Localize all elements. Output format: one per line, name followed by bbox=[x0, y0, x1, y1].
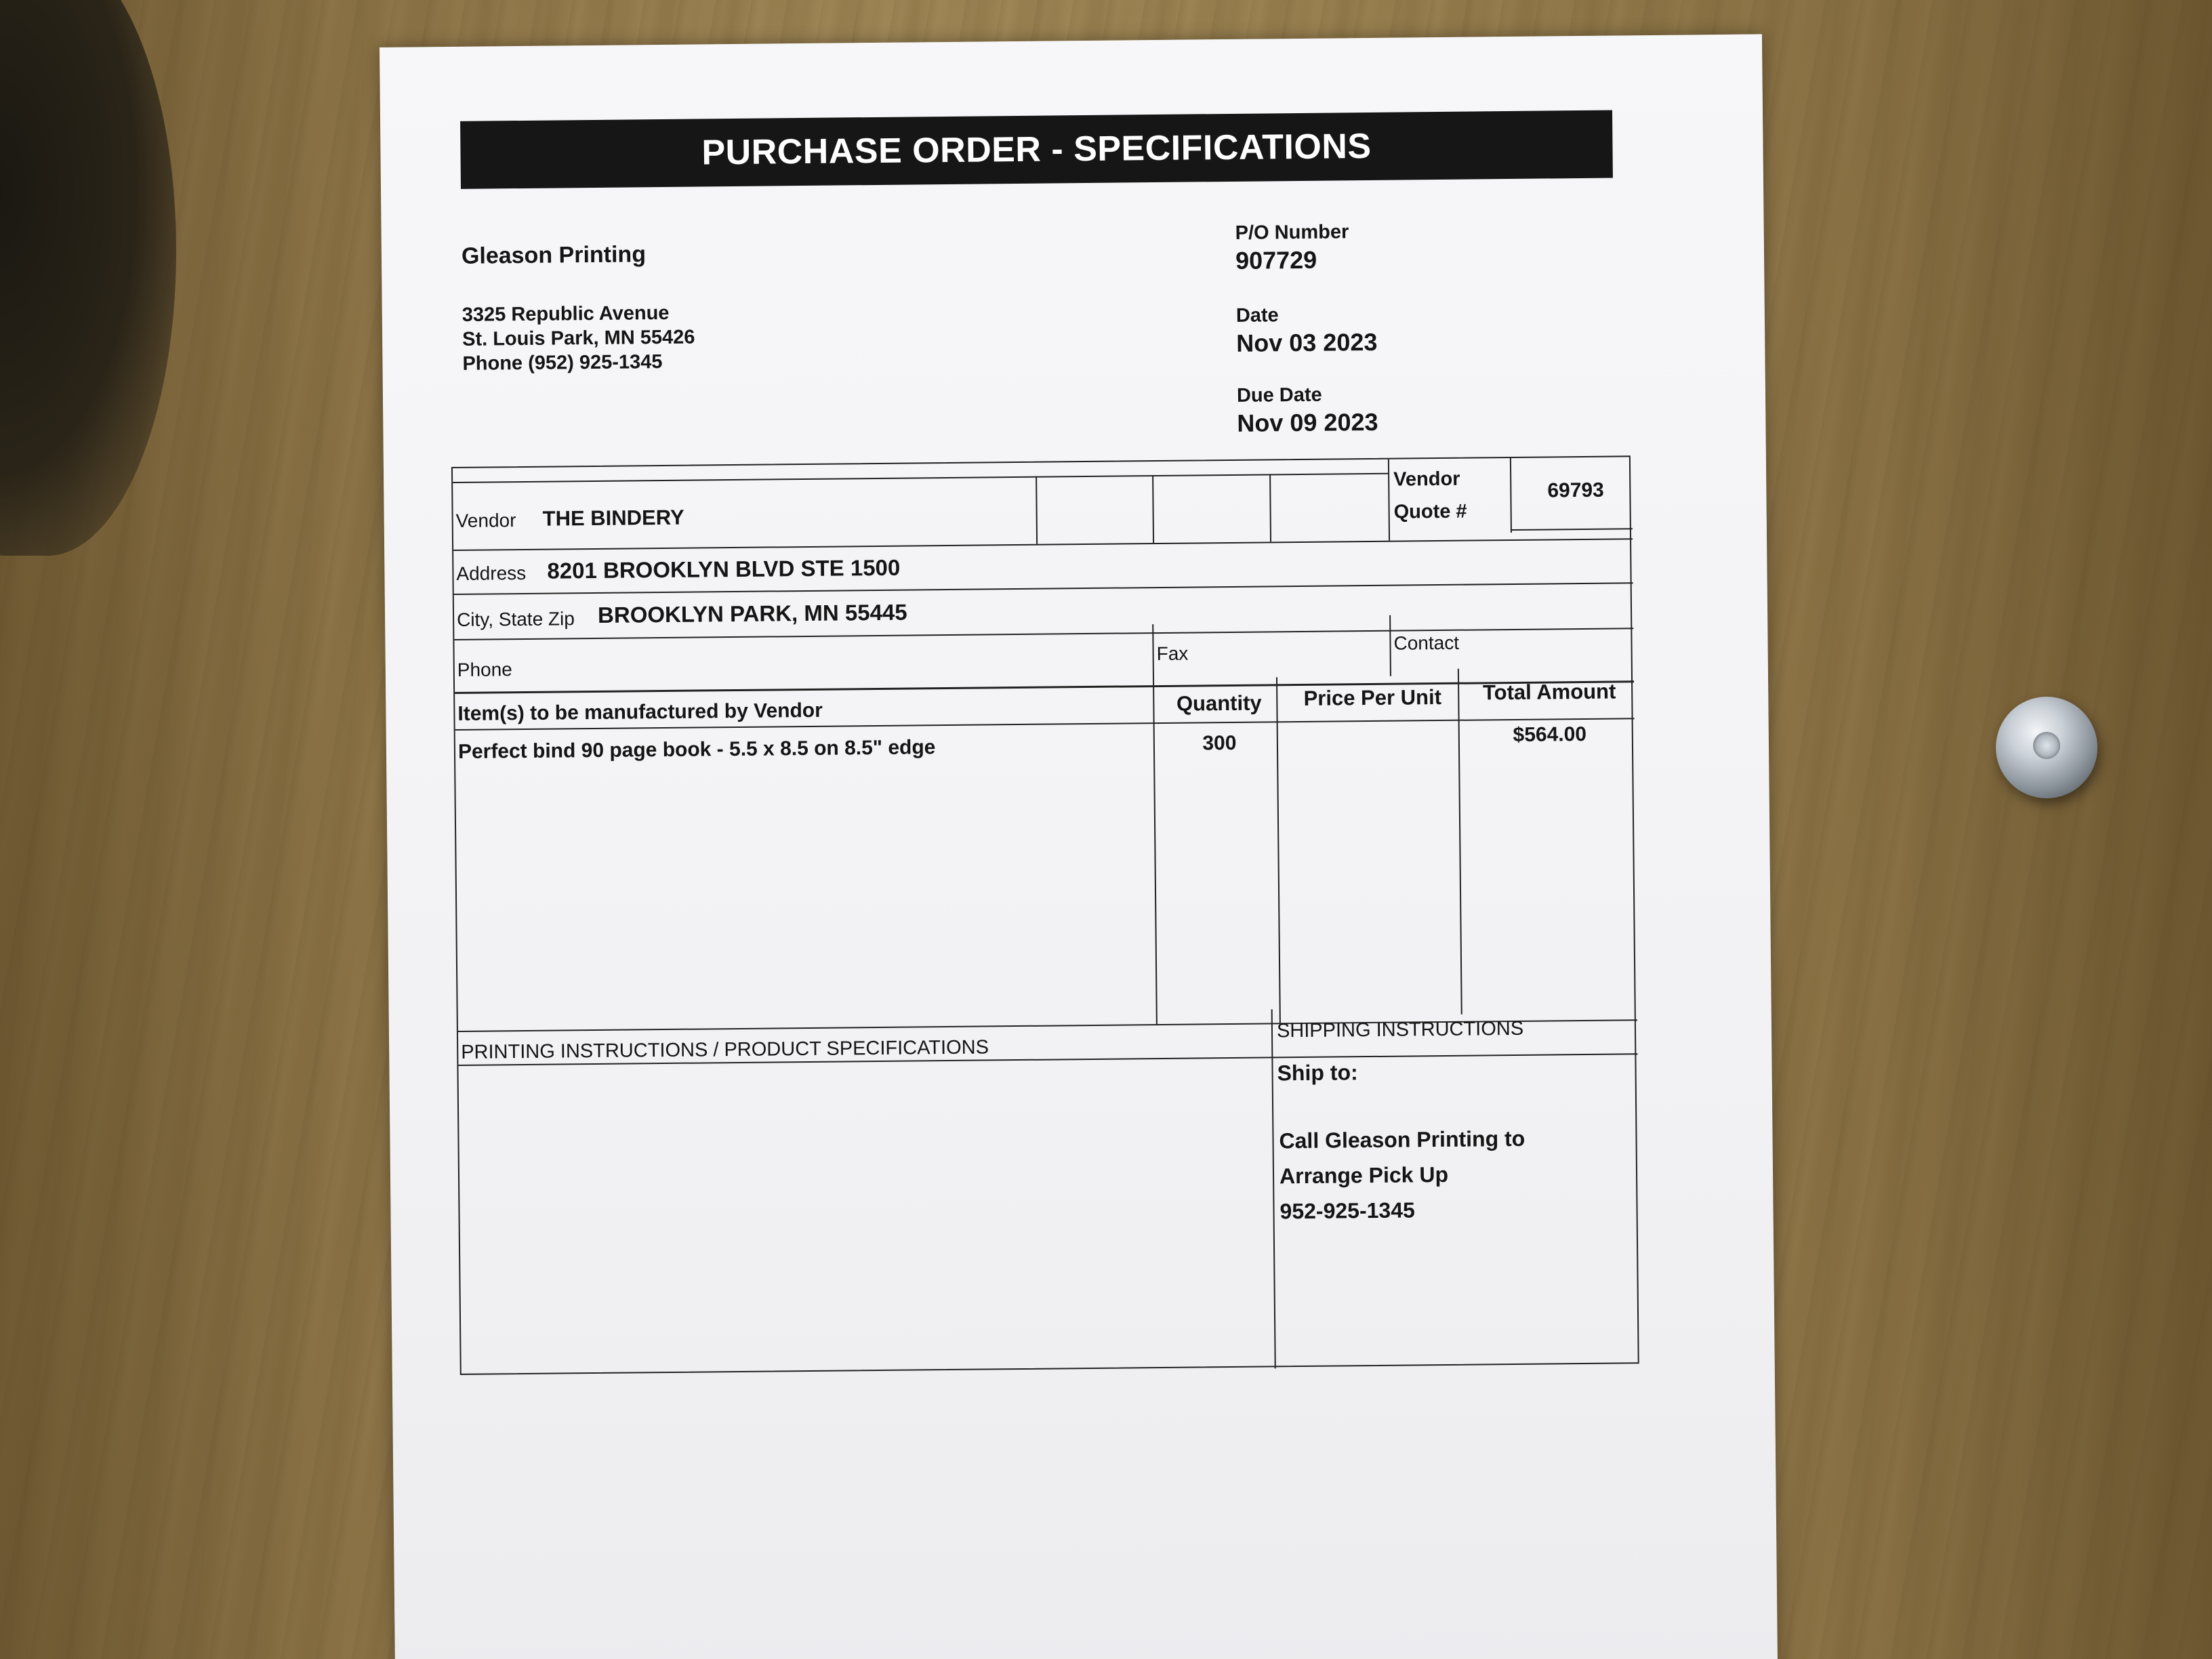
address-row-top-line bbox=[453, 538, 1633, 551]
vendor-city-state-zip: BROOKLYN PARK, MN 55445 bbox=[597, 599, 907, 628]
due-date-label: Due Date bbox=[1236, 384, 1322, 407]
vendor-row-divider bbox=[1510, 458, 1512, 533]
quantity-col-header: Quantity bbox=[1176, 691, 1262, 716]
total-amount-col-header: Total Amount bbox=[1482, 679, 1616, 705]
dark-shadow-corner bbox=[0, 0, 176, 556]
ship-instruction-phone: 952-925-1345 bbox=[1279, 1197, 1415, 1224]
vendor-quote-label-line2: Quote # bbox=[1393, 500, 1467, 523]
due-date: Nov 09 2023 bbox=[1237, 407, 1378, 437]
document-title: PURCHASE ORDER - SPECIFICATIONS bbox=[460, 110, 1613, 189]
company-address-line1: 3325 Republic Avenue bbox=[462, 302, 670, 326]
address-label: Address bbox=[456, 562, 527, 584]
ship-instruction-line2: Arrange Pick Up bbox=[1279, 1162, 1449, 1189]
item-quantity: 300 bbox=[1202, 731, 1237, 755]
date-label: Date bbox=[1235, 304, 1279, 327]
order-date: Nov 03 2023 bbox=[1236, 327, 1378, 357]
shipping-instructions-label: SHIPPING INSTRUCTIONS bbox=[1276, 1017, 1524, 1042]
phone-label: Phone bbox=[457, 659, 512, 680]
items-col-header: Item(s) to be manufactured by Vendor bbox=[457, 699, 823, 725]
city-row-top-line bbox=[454, 582, 1633, 595]
company-address-line2: St. Louis Park, MN 55426 bbox=[462, 326, 695, 350]
vendor-name: THE BINDERY bbox=[542, 505, 684, 531]
instructions-divider bbox=[1271, 1009, 1276, 1368]
vendor-row-divider bbox=[1036, 476, 1038, 544]
item-price-per-unit bbox=[1281, 727, 1458, 729]
price-col-divider bbox=[1276, 677, 1281, 1023]
quantity-col-divider bbox=[1153, 685, 1158, 1024]
printing-instructions-label: PRINTING INSTRUCTIONS / PRODUCT SPECIFICATIONS bbox=[461, 1036, 989, 1063]
vendor-row-divider bbox=[1388, 459, 1390, 541]
vendor-quote-label-line1: Vendor bbox=[1393, 468, 1460, 491]
fax-label: Fax bbox=[1156, 642, 1189, 665]
vendor-row-divider bbox=[1269, 474, 1271, 541]
metal-washer bbox=[1996, 697, 2097, 798]
price-per-unit-col-header: Price Per Unit bbox=[1303, 685, 1442, 710]
company-name: Gleason Printing bbox=[461, 241, 647, 269]
po-number: 907729 bbox=[1235, 245, 1317, 274]
contact-divider bbox=[1389, 615, 1391, 676]
quote-cell-bottom-line bbox=[1511, 528, 1633, 531]
item-total-amount: $564.00 bbox=[1513, 722, 1587, 746]
city-state-zip-label: City, State Zip bbox=[456, 608, 575, 630]
vendor-order-form bbox=[451, 455, 1639, 1375]
vendor-quote-number: 69793 bbox=[1547, 478, 1604, 502]
contact-label: Contact bbox=[1393, 632, 1460, 654]
purchase-order-sheet bbox=[380, 34, 1778, 1659]
vendor-row-divider bbox=[1152, 475, 1154, 543]
vendor-label: Vendor bbox=[455, 510, 516, 531]
item-description: Perfect bind 90 page book - 5.5 x 8.5 on 8.5" edge bbox=[457, 736, 936, 763]
vendor-row-top-line bbox=[453, 473, 1388, 483]
company-phone: Phone (952) 925-1345 bbox=[462, 351, 663, 375]
ship-instruction-line1: Call Gleason Printing to bbox=[1279, 1126, 1525, 1153]
vendor-address: 8201 BROOKLYN BLVD STE 1500 bbox=[547, 554, 901, 583]
po-number-label: P/O Number bbox=[1235, 221, 1349, 244]
ship-to-label: Ship to: bbox=[1277, 1060, 1358, 1086]
